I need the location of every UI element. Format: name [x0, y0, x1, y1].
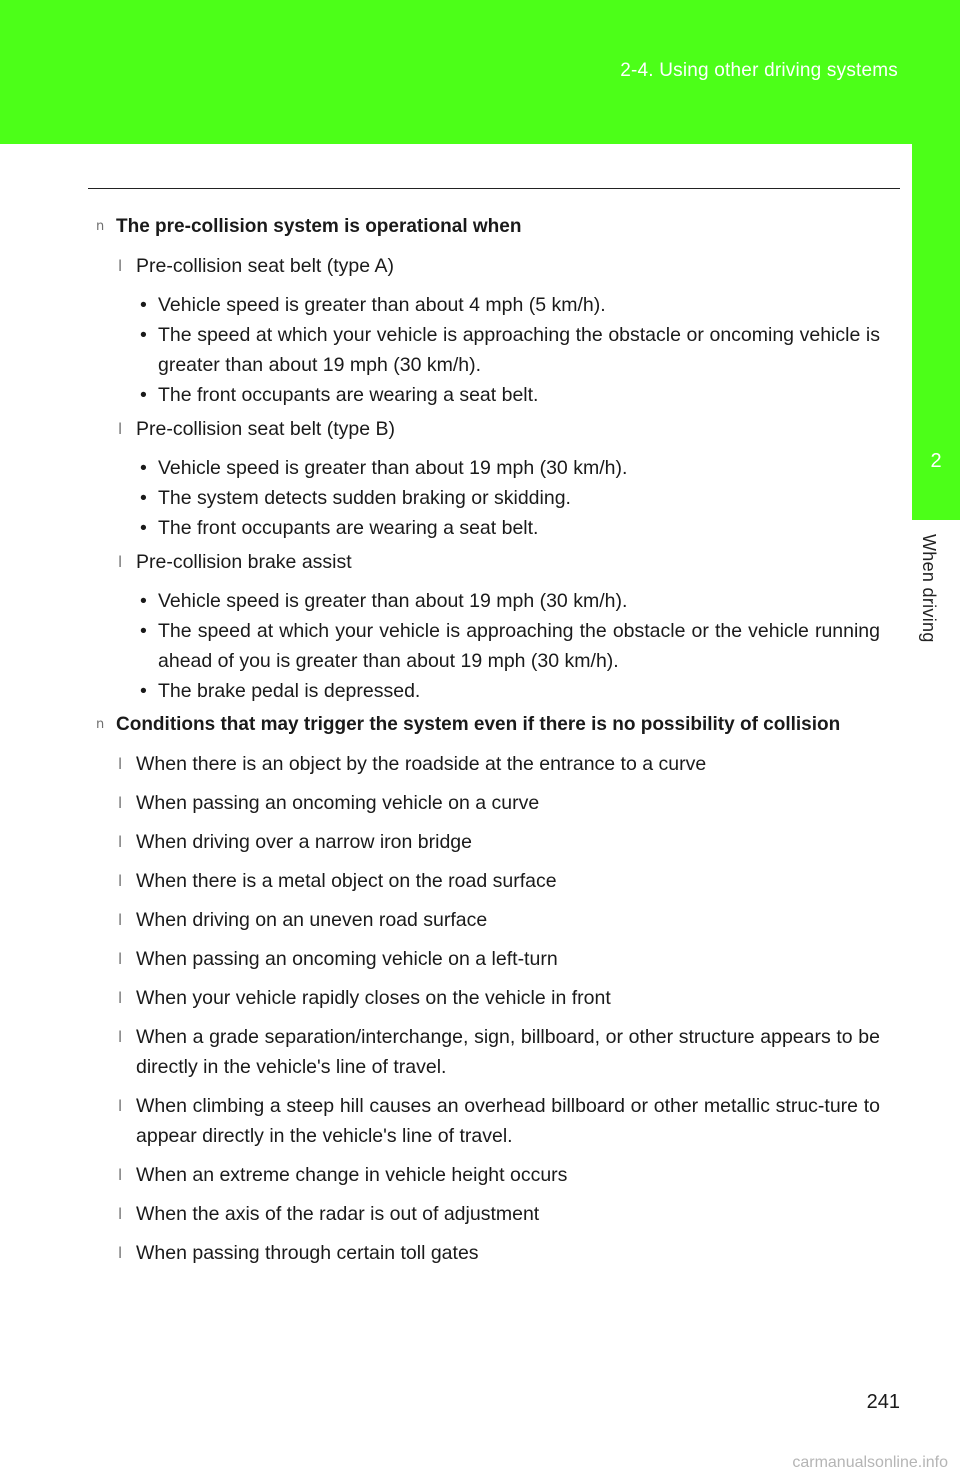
item-marker: l [118, 872, 123, 890]
chapter-number: 2 [930, 450, 942, 472]
item-marker: l [118, 911, 123, 929]
sub-list [96, 453, 880, 543]
section-heading [96, 212, 880, 242]
sub-item-text: The brake pedal is depressed. [158, 680, 421, 702]
page-number: 241 [866, 1391, 900, 1413]
item-text: When driving on an uneven road surface [136, 909, 488, 931]
sub-item-text: The system detects sudden braking or skidding. [158, 487, 571, 509]
item-text: When there is a metal object on the road surface [136, 870, 557, 892]
item-text: When passing through certain toll gates [136, 1242, 479, 1264]
item-text: Pre-collision seat belt (type A) [136, 255, 394, 277]
item-marker: l [118, 420, 123, 438]
item-text: When the axis of the radar is out of adjustment [136, 1203, 540, 1225]
item-text: Pre-collision brake assist [136, 551, 352, 573]
section-heading [96, 710, 880, 740]
sub-item-text: The speed at which your vehicle is approaching the obstacle or oncoming vehicle is greater than about 19 mph (30 km/h). [158, 324, 880, 376]
item-text: When an extreme change in vehicle height occurs [136, 1164, 568, 1186]
list-item [96, 1091, 880, 1151]
sub-item-marker: • [140, 680, 147, 702]
heading-marker: n [96, 717, 105, 732]
item-text: When driving over a narrow iron bridge [136, 831, 472, 853]
list-item [96, 414, 880, 444]
item-marker: l [118, 1244, 123, 1262]
heading-marker: n [96, 219, 105, 234]
sub-list-item [96, 586, 880, 616]
header-band [0, 0, 960, 144]
list-item [96, 827, 880, 857]
item-marker: l [118, 1166, 123, 1184]
sub-list [96, 290, 880, 410]
divider-rule [88, 188, 900, 189]
sub-item-marker: • [140, 384, 147, 406]
list-item [96, 1160, 880, 1190]
sub-list-item [96, 483, 880, 513]
watermark: carmanualsonline.info [792, 1454, 948, 1471]
list-item [96, 983, 880, 1013]
sub-item-text: Vehicle speed is greater than about 19 mph (30 km/h). [158, 590, 628, 612]
item-marker: l [118, 1205, 123, 1223]
list-item [96, 1199, 880, 1229]
sub-list-item [96, 290, 880, 320]
item-marker: l [118, 989, 123, 1007]
sub-item-marker: • [140, 517, 147, 539]
page-content [96, 212, 880, 1277]
sub-list-item [96, 676, 880, 706]
item-marker: l [118, 794, 123, 812]
sub-item-text: Vehicle speed is greater than about 19 mph (30 km/h). [158, 457, 628, 479]
item-marker: l [118, 755, 123, 773]
list-item [96, 905, 880, 935]
sub-list [96, 586, 880, 706]
sub-item-marker: • [140, 487, 147, 509]
list-item [96, 944, 880, 974]
item-text: When passing an oncoming vehicle on a left-turn [136, 948, 558, 970]
item-marker: l [118, 1028, 123, 1046]
item-marker: l [118, 833, 123, 851]
chapter-label: When driving [919, 534, 939, 643]
heading-text: Conditions that may trigger the system even if there is no possibility of collision [116, 714, 841, 735]
list-item [96, 251, 880, 281]
sub-list-item [96, 380, 880, 410]
item-marker: l [118, 1097, 123, 1115]
item-marker: l [118, 553, 123, 571]
item-marker: l [118, 950, 123, 968]
list-item [96, 866, 880, 896]
list-item [96, 749, 880, 779]
sub-item-text: The front occupants are wearing a seat belt. [158, 384, 539, 406]
item-text: When there is an object by the roadside at the entrance to a curve [136, 753, 707, 775]
sub-list-item [96, 453, 880, 483]
sub-item-text: The speed at which your vehicle is approaching the obstacle or the vehicle running ahead of you is greater than about 19 mph (30 km/h). [158, 620, 880, 672]
list-item [96, 1022, 880, 1082]
item-text: Pre-collision seat belt (type B) [136, 418, 396, 440]
list-item [96, 788, 880, 818]
section-title: 2-4. Using other driving systems [620, 60, 898, 81]
list-item [96, 547, 880, 577]
item-text: When a grade separation/interchange, sign, billboard, or other structure appears to be directly in the vehicle's line of travel. [136, 1026, 880, 1078]
item-text: When passing an oncoming vehicle on a curve [136, 792, 540, 814]
list-item [96, 1238, 880, 1268]
item-marker: l [118, 257, 123, 275]
sub-item-marker: • [140, 590, 147, 612]
sub-item-marker: • [140, 457, 147, 479]
sub-list-item [96, 616, 880, 676]
item-text: When your vehicle rapidly closes on the vehicle in front [136, 987, 611, 1009]
sub-item-marker: • [140, 620, 147, 642]
sub-item-marker: • [140, 324, 147, 346]
sub-item-text: The front occupants are wearing a seat belt. [158, 517, 539, 539]
sub-item-marker: • [140, 294, 147, 316]
item-text: When climbing a steep hill causes an overhead billboard or other metallic struc-ture to appear directly in the vehicle's line of travel. [136, 1095, 880, 1147]
sub-item-text: Vehicle speed is greater than about 4 mph (5 km/h). [158, 294, 606, 316]
sub-list-item [96, 320, 880, 380]
heading-text: The pre-collision system is operational when [116, 216, 522, 237]
sub-list-item [96, 513, 880, 543]
